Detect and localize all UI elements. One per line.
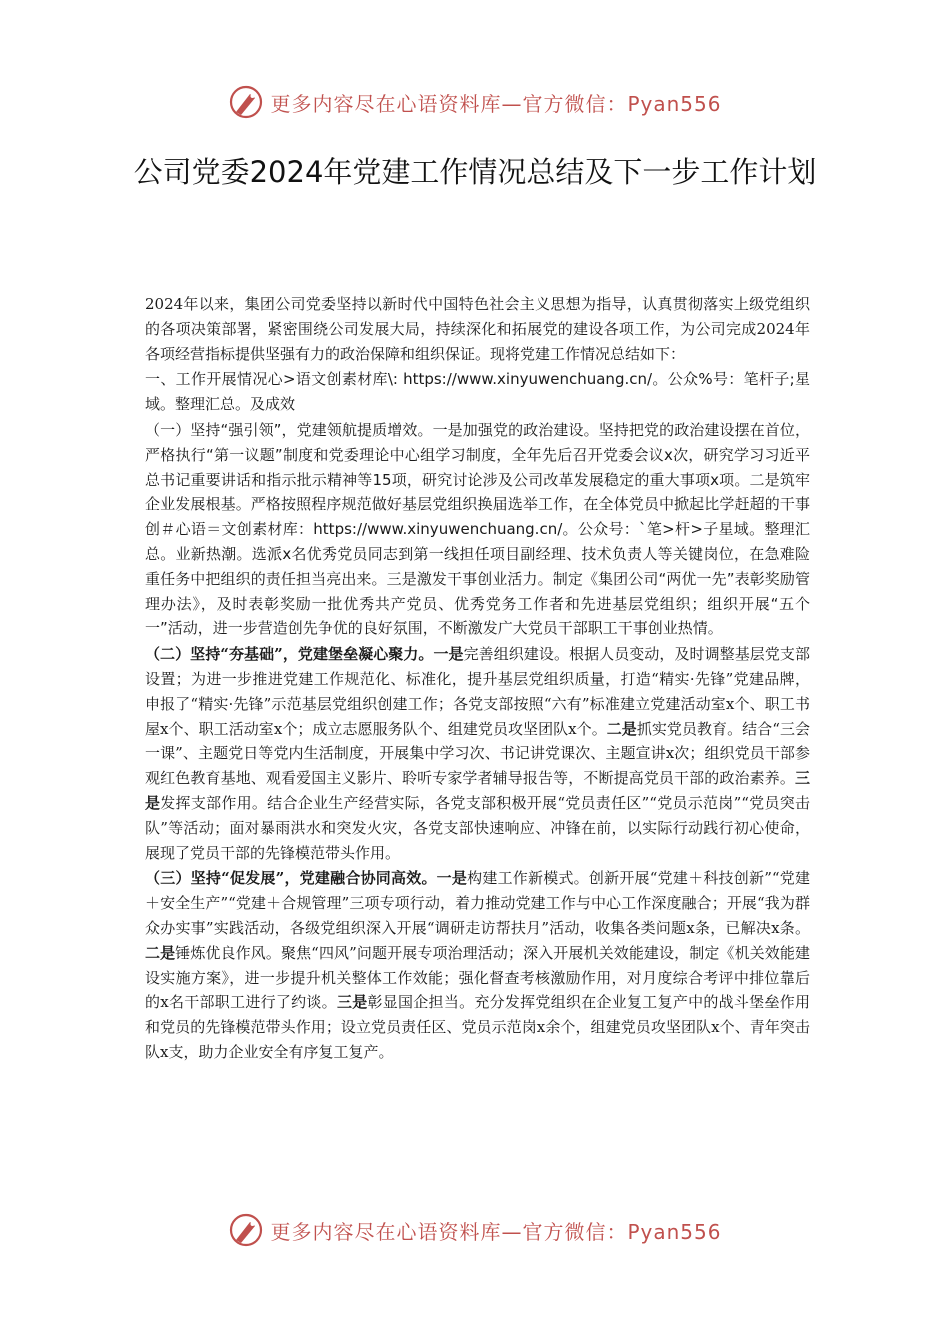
paragraph-text: 彰显国企担当。充分发挥党组织在企业复工复产中的战斗堡垒作用和党员的先锋模范带头作用；设立党员责任区、党员示范岗x余个，组建党员攻坚团队x个、青年突击队x支，助力企业安全有序复工复产。	[145, 993, 810, 1061]
subsection-2-paragraph	[145, 642, 810, 865]
paragraph-text: 锤炼优良作风。聚焦“四风”问题开展专项治理活动；深入开展机关效能建设，制定《机关效能建设实施方案》，进一步提升机关整体工作效能；强化督查考核激励作用，对月度综合考评中排位靠后的x名干部职工进行了约谈。	[145, 943, 810, 1012]
subsection-1-paragraph: （一）坚持“强引领”，党建领航提质增效。一是加强党的政治建设。坚持把党的政治建设摆在首位，严格执行“第一议题”制度和党委理论中心组学习制度，全年先后召开党委会议x次，研究学习习近平总书记重要讲话和指示批示精神等15项，研究讨论涉及公司改革发展稳定的重大事项x项。二是筑牢企业发展根基。严格按照程序规范做好基层党组织换届选举工作，在全体党员中掀起比学赶超的干事创＃心语＝文创素材库：https://www.xinyuwenchuang.cn/。公众号：`笔>杆>子星域。整理汇总。业新热潮。选派x名优秀党员同志到第一线担任项目副经理、技术负责人等关键岗位，在急难险重任务中把组织的责任担当亮出来。三是激发干事创业活力。制定《集团公司“两优一先”表彰奖励管理办法》，及时表彰奖励一批优秀共产党员、优秀党务工作者和先进基层党组织；组织开展“五个一”活动，进一步营造创先争优的良好氛围，不断激发广大党员干部职工干事创业热情。	[145, 420, 810, 638]
intro-paragraph: 2024年以来，集团公司党委坚持以新时代中国特色社会主义思想为指导，认真贯彻落实上级党组织的各项决策部署，紧密围绕公司发展大局，持续深化和拓展党的建设各项工作，为公司完成2024年各项经营指标提供坚强有力的政治保障和组织保证。现将党建工作情况总结如下：	[145, 295, 810, 363]
marker: 三是	[145, 769, 810, 812]
marker: 二是	[606, 719, 637, 738]
marker: 三是	[336, 993, 368, 1012]
paragraph-text: 构建工作新模式。创新开展“党建＋科技创新”“党建＋安全生产”“党建＋合规管理”三项专项行动，着力推动党建工作与中心工作深度融合；开展“我为群众办实事”实践活动，各级党组织深入开展“调研走访帮扶月”活动，收集各类问题x条，已解决x条。	[145, 869, 810, 937]
pen-nib-icon	[228, 1212, 264, 1248]
paragraph-text: 发挥支部作用。结合企业生产经营实际，各党支部积极开展“党员责任区”“党员示范岗”“党员突击队”等活动；面对暴雨洪水和突发火灾，各党支部快速响应、冲锋在前，以实际行动践行初心使命，展现了党员干部的先锋模范带头作用。	[145, 793, 810, 862]
watermark-text: 更多内容尽在心语资料库—官方微信：Pyan556	[270, 91, 722, 116]
subsection-2-heading: （二）坚持“夯基础”，党建堡垒凝心聚力。	[145, 645, 434, 664]
marker: 一是	[433, 645, 464, 664]
paragraph-text: 完善组织建设。根据人员变动，及时调整基层党支部设置；为进一步推进党建工作规范化、标准化，提升基层党组织质量，打造“精实·先锋”党建品牌，申报了“精实·先锋”示范基层党组织创建工作；各党支部按照“六有”标准建立党建活动室x个、职工书屋x个、职工活动室x个；成立志愿服务队个、组建党员攻坚团队x个。	[145, 645, 810, 738]
marker: 一是	[436, 869, 468, 888]
paragraph-text: 抓实党员教育。结合“三会一课”、主题党日等党内生活制度，开展集中学习次、书记讲党课次、主题宣讲x次；组织党员干部参观红色教育基地、观看爱国主义影片、聆听专家学者辅导报告等，不断提高党员干部的政治素养。	[145, 719, 810, 788]
subsection-3-paragraph	[145, 866, 810, 1064]
page-title: 公司党委2024年党建工作情况总结及下一步工作计划	[133, 155, 817, 189]
subsection-3-heading: （三）坚持“促发展”，党建融合协同高效。	[145, 869, 437, 888]
marker: 二是	[145, 943, 176, 962]
section-heading: 一、工作开展情况心>语文创素材库\: https://www.xinyuwenchuang.cn/。公众%号：笔杆子;星域。整理汇总。及成效	[145, 370, 810, 414]
watermark-text: 更多内容尽在心语资料库—官方微信：Pyan556	[270, 1219, 722, 1244]
watermark-banner-top	[0, 82, 950, 122]
document-body	[145, 292, 810, 1065]
watermark-banner-bottom	[0, 1210, 950, 1250]
pen-nib-icon	[228, 84, 264, 120]
